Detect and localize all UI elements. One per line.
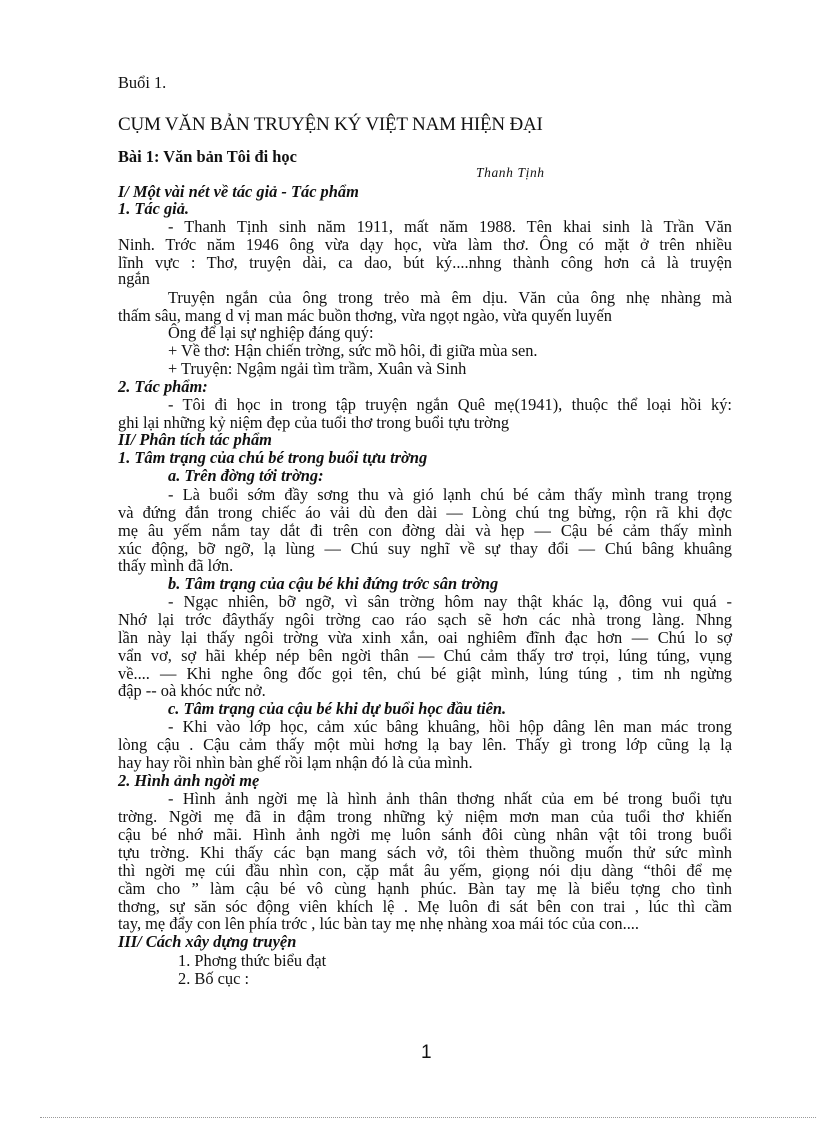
page-number: 1	[421, 1042, 432, 1063]
paragraph-line: thấy mình đã lớn.	[118, 556, 234, 575]
paragraph-line: Nhớ lại trớc đâythấy ngôi trờng cao ráo sạch sẽ hơn các nhà trong làng. Nhng	[118, 610, 732, 629]
footer-divider	[40, 1117, 816, 1118]
paragraph-line: cậu bé nhớ mãi. Hình ảnh ngời mẹ luôn sánh đôi cùng nhân vật tôi trong buổi	[118, 825, 732, 844]
paragraph-line: tay, mẹ đẩy con lên phía trớc , lúc bàn tay mẹ nhẹ nhàng xoa mái tóc của con....	[118, 914, 639, 933]
paragraph-line: thì ngời mẹ cúi đầu nhìn con, cặp mắt âu yếm, giọng nói dịu dàng “thôi để mẹ	[118, 861, 732, 880]
paragraph-line: - Tôi đi học in trong tập truyện ngắn Quê mẹ(1941), thuộc thể loại hồi ký:	[168, 395, 732, 414]
paragraph-line: Ninh. Trớc năm 1946 ông vừa dạy học, vừa làm thơ. Ông có mặt ở trên nhiều	[118, 235, 732, 254]
paragraph-line: - Thanh Tịnh sinh năm 1911, mất năm 1988. Tên khai sinh là Trần Văn	[168, 217, 732, 236]
section1-heading: I/ Một vài nét về tác giả - Tác phẩm	[118, 182, 359, 201]
section2-sub-c: c. Tâm trạng của cậu bé khi dự buổi học đầu tiên.	[168, 699, 507, 718]
paragraph-line: vẩn vơ, sợ hãi khép nép bên ngời thân — Chú cảm thấy trơ trọi, lúng túng, vụng	[118, 646, 732, 665]
session-label: Buổi 1.	[118, 73, 167, 92]
paragraph-line: ngắn	[118, 269, 150, 288]
paragraph-line: - Ngạc nhiên, bỡ ngỡ, vì sân trờng hôm nay thật khác lạ, đông vui quá -	[168, 592, 732, 611]
paragraph-line: Truyện ngắn của ông trong trẻo mà êm dịu. Văn của ông nhẹ nhàng mà	[168, 288, 732, 307]
list-item: 1. Phơng thức biểu đạt	[178, 951, 327, 970]
section1-sub-author: 1. Tác giả.	[118, 199, 190, 218]
section3-heading: III/ Cách xây dựng truyện	[118, 932, 297, 951]
paragraph-line: lòng cậu . Cậu cảm thấy một mùi hơng lạ bay lên. Thấy gì trong lớp cũng lạ lạ	[118, 735, 732, 754]
cluster-title: CỤM VĂN BẢN TRUYỆN KÝ VIỆT NAM HIỆN ĐẠI	[118, 114, 543, 135]
paragraph-line: cầm cho ” làm cậu bé vô cùng hạnh phúc. Bàn tay mẹ là biểu tợng cho tình	[118, 879, 732, 898]
paragraph-line: về.... — Khi nghe ông đốc gọi tên, chú bé giật mình, lúng túng , tim nh ngừng	[118, 664, 732, 683]
section2-sub-a: a. Trên đờng tới trờng:	[168, 466, 324, 485]
paragraph-line: ghi lại những kỷ niệm đẹp của tuổi thơ trong buổi tựu trờng	[118, 413, 510, 432]
paragraph-line: - Là buổi sớm đầy sơng thu và gió lạnh chú bé cảm thấy mình trang trọng	[168, 485, 732, 504]
paragraph-line: + Về thơ: Hận chiến trờng, sức mồ hôi, đi giữa mùa sen.	[168, 341, 538, 360]
paragraph-line: tựu trờng. Khi thấy các bạn mang sách vở, tôi thèm thuồng muốn thử sức mình	[118, 843, 732, 862]
paragraph-line: đập -- oà khóc nức nở.	[118, 681, 266, 700]
paragraph-line: lĩnh vực : Thơ, truyện dài, ca dao, bút ký....nhng thành công hơn cả là truyện	[118, 253, 732, 272]
section2-sub-mother: 2. Hình ảnh ngời mẹ	[118, 771, 260, 790]
paragraph-line: hay hay rồi nhìn bàn ghế rồi lạm nhận đó là của mình.	[118, 753, 473, 772]
section1-sub-work: 2. Tác phẩm:	[118, 377, 208, 396]
section2-heading: II/ Phân tích tác phẩm	[118, 430, 272, 449]
paragraph-line: xúc động, bỡ ngỡ, lạ lùng — Chú suy nghĩ về sự thay đổi — Chú bâng khuâng	[118, 539, 732, 558]
author-name: Thanh Tịnh	[476, 165, 545, 180]
paragraph-line: + Truyện: Ngậm ngải tìm trầm, Xuân và Sinh	[168, 359, 467, 378]
paragraph-line: - Khi vào lớp học, cảm xúc bâng khuâng, hồi hộp dâng lên man mác trong	[168, 717, 732, 736]
paragraph-line: Ông để lại sự nghiệp đáng quý:	[168, 323, 374, 342]
paragraph-line: mẹ âu yếm nắm tay dắt đi trên con đờng dài và hẹp — Cậu bé cảm thấy mình	[118, 521, 732, 540]
paragraph-line: thơng, sự săn sóc động viên khích lệ . Mẹ luôn đi sát bên con trai , lúc thì cầm	[118, 897, 732, 916]
section2-sub-b: b. Tâm trạng của cậu bé khi đứng trớc sân trờng	[168, 574, 499, 593]
paragraph-line: trờng. Ngời mẹ đã in đậm trong những kỷ niệm mơn man của tuổi thơ khiến	[118, 807, 732, 826]
paragraph-line: và đứng đắn trong chiếc áo vải dù đen dài — Lòng chú tng bừng, rộn rã khi đợc	[118, 503, 732, 522]
section2-sub-mood: 1. Tâm trạng của chú bé trong buổi tựu trờng	[118, 448, 428, 467]
paragraph-line: - Hình ảnh ngời mẹ là hình ảnh thân thơng nhất của em bé trong buổi tựu	[168, 789, 732, 808]
paragraph-line: lần này lại thấy ngôi trờng vừa xinh xắn, oai nghiêm đĩnh đạc hơn — Chú lo sợ	[118, 628, 732, 647]
list-item: 2. Bố cục :	[178, 969, 250, 988]
lesson-title: Bài 1: Văn bản Tôi đi học	[118, 147, 297, 166]
paragraph-line: thấm sâu, mang d vị man mác buồn thơng, vừa ngọt ngào, vừa quyến luyến	[118, 306, 612, 325]
